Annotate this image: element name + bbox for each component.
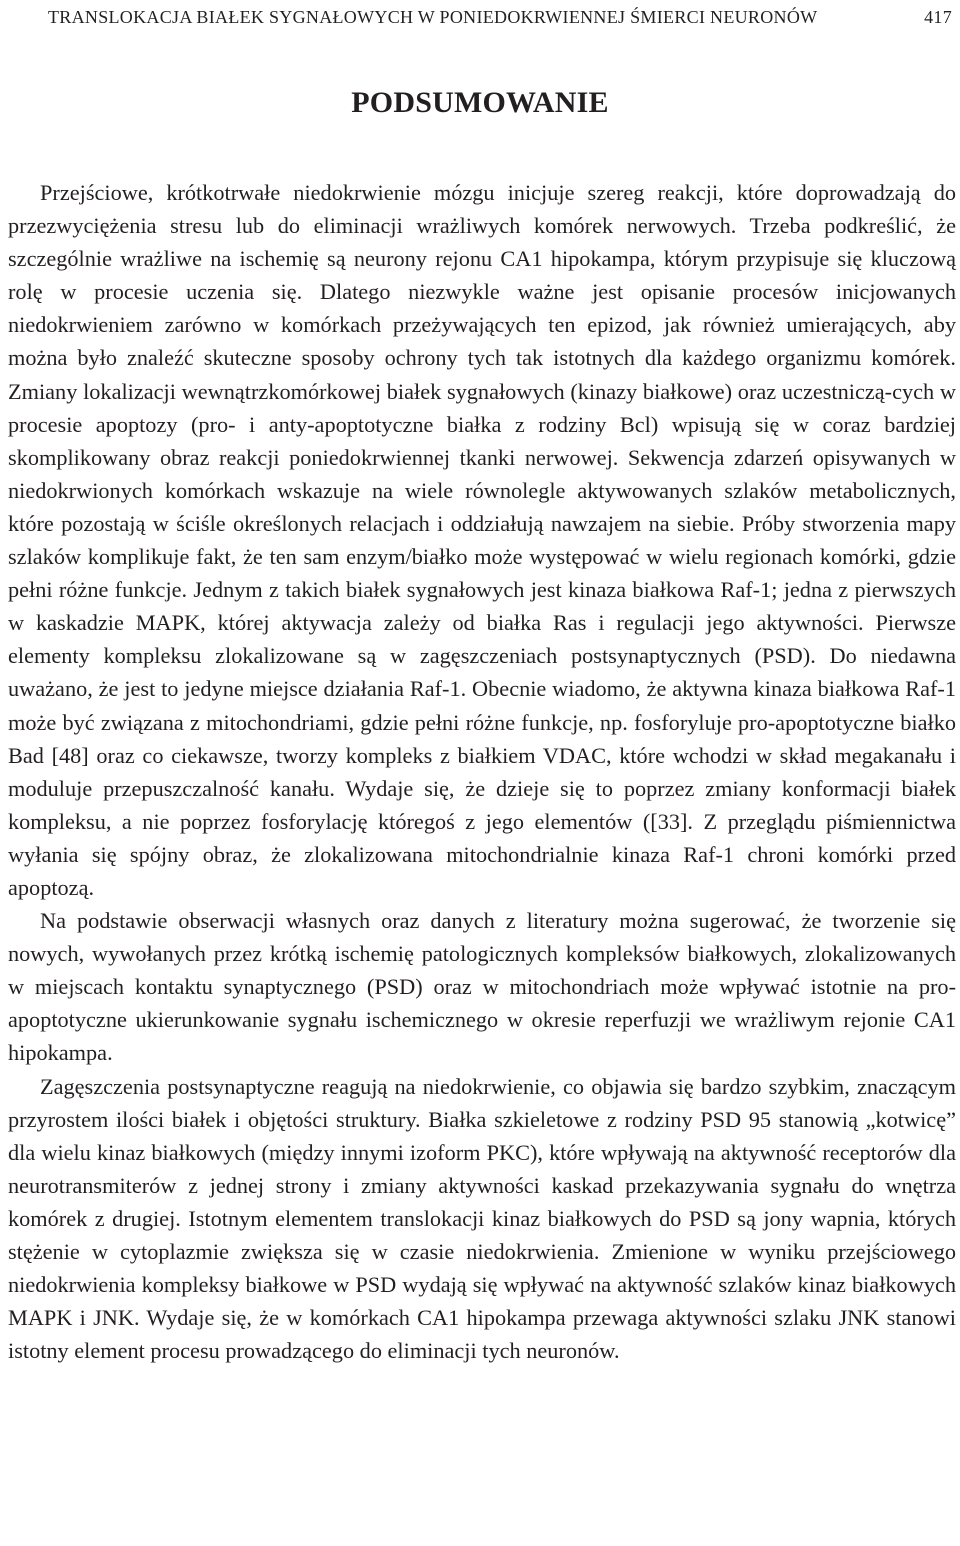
- paragraph-3: Zagęszczenia postsynaptyczne reagują na niedokrwienie, co objawia się bardzo szybkim, znaczącym przyrostem ilości białek i objętości struktury. Białka szkieletowe z rodziny PSD 95 stanowią „kotwicę” dla wielu kinaz białkowych (między innymi izoform PKC), które wpływają na aktywność receptorów dla neurotransmiterów z jednej strony i zmiany aktywności kaskad przekazywania sygnału do wnętrza komórek z drugiej. Istotnym elementem translokacji kinaz białkowych do PSD są jony wapnia, których stężenie w cytoplazmie zwiększa się w czasie niedokrwienia. Zmienione w wyniku przejściowego niedokrwienia kompleksy białkowe w PSD wydają się wpływać na aktywność szlaków kinaz białkowych MAPK i JNK. Wydaje się, że w komórkach CA1 hipokampa przewaga aktywności szlaku JNK stanowi istotny element procesu prowadzącego do eliminacji tych neuronów.: [8, 1073, 956, 1364]
- body-text: [8, 176, 956, 1367]
- running-title: TRANSLOKACJA BIAŁEK SYGNAŁOWYCH W PONIEDOKRWIENNEJ ŚMIERCI NEURONÓW: [48, 7, 818, 27]
- section-title: PODSUMOWANIE: [351, 86, 609, 119]
- running-header: [48, 6, 952, 28]
- page-number: 417: [924, 7, 952, 27]
- paragraph-1: Przejściowe, krótkotrwałe niedokrwienie mózgu inicjuje szereg reakcji, które doprowadzają do przezwyciężenia stresu lub do eliminacji wrażliwych komórek nerwowych. Trzeba podkreślić, że szczególnie wrażliwe na ischemię są neurony rejonu CA1 hipokampa, którym przypisuje się kluczową rolę w procesie uczenia się. Dlatego niezwykle ważne jest opisanie procesów inicjowanych niedokrwieniem zarówno w komórkach przeżywających ten epizod, jak również umierających, aby można było znaleźć skuteczne sposoby ochrony tych tak istotnych dla każdego organizmu komórek. Zmiany lokalizacji wewnątrzkomórkowej białek sygnałowych (kinazy białkowe) oraz uczestniczą-cych w procesie apoptozy (pro- i anty-apoptotyczne białka z rodziny Bcl) wpisują się w coraz bardziej skomplikowany obraz reakcji poniedokrwiennej tkanki nerwowej. Sekwencja zdarzeń opisywanych w niedokrwionych komórkach wskazuje na wiele równolegle aktywowanych szlaków metabolicznych, które pozostają w ściśle określonych relacjach i oddziałują nawzajem na siebie. Próby stworzenia mapy szlaków komplikuje fakt, że ten sam enzym/białko może występować w wielu regionach komórki, gdzie pełni różne funkcje. Jednym z takich białek sygnałowych jest kinaza białkowa Raf-1; jedna z pierwszych w kaskadzie MAPK, której aktywacja zależy od białka Ras i regulacji jego aktywności. Pierwsze elementy kompleksu zlokalizowane są w zagęszczeniach postsynaptycznych (PSD). Do niedawna uważano, że jest to jedyne miejsce działania Raf-1. Obecnie wiadomo, że aktywna kinaza białkowa Raf-1 może być związana z mitochondriami, gdzie pełni różne funkcje, np. fosforyluje pro-apoptotyczne białko Bad [48] oraz co ciekawsze, tworzy kompleks z białkiem VDAC, które wchodzi w skład megakanału i moduluje przepuszczalność kanału. Wydaje się, że dzieje się to poprzez zmiany konformacji białek kompleksu, a nie poprzez fosforylację któregoś z jego elementów ([33]. Z przeglądu piśmiennictwa wyłania się spójny obraz, że zlokalizowana mitochondrialnie kinaza Raf-1 chroni komórki przed apoptozą.: [8, 180, 956, 900]
- paragraph-2: Na podstawie obserwacji własnych oraz danych z literatury można sugerować, że tworzenie się nowych, wywołanych przez krótką ischemię patologicznych kompleksów białkowych, zlokalizowanych w miejscach kontaktu synaptycznego (PSD) oraz w mitochondriach może wpływać istotnie na pro-apoptotyczne ukierunkowanie sygnału ischemicznego w okresie reperfuzji we wrażliwym rejonie CA1 hipokampa.: [8, 908, 956, 1066]
